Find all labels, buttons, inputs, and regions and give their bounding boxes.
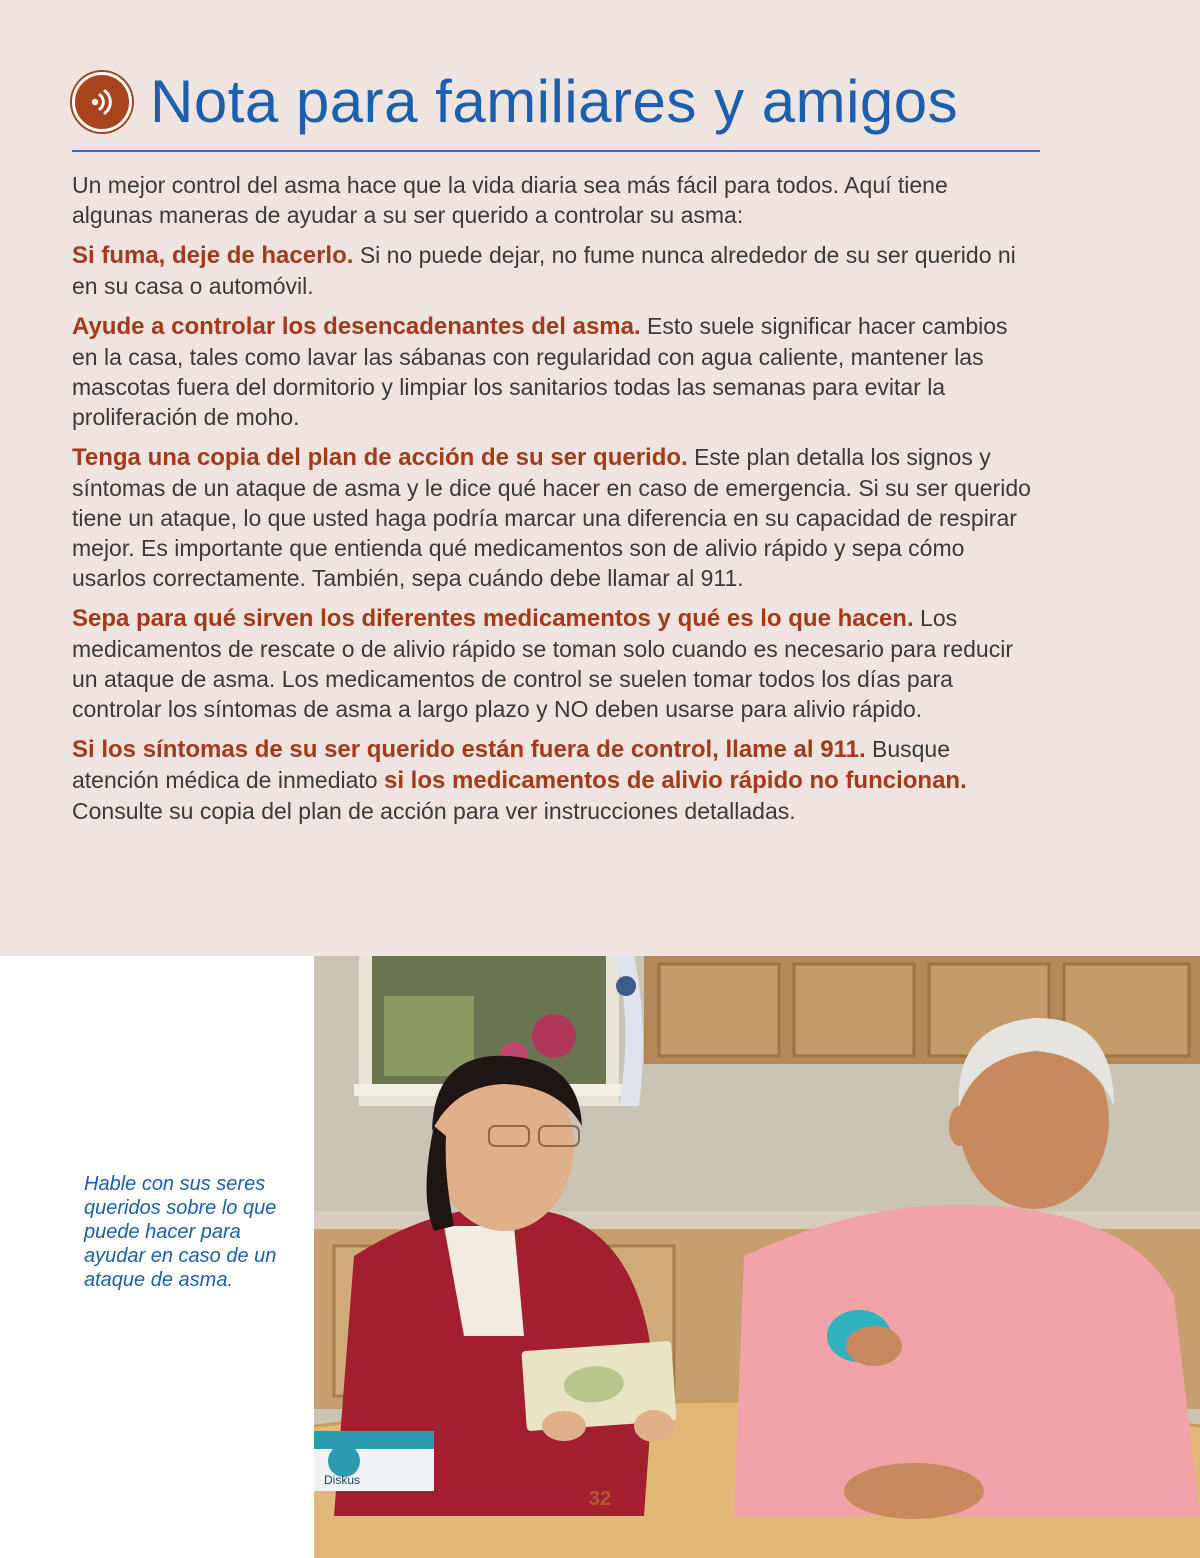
page-title: Nota para familiares y amigos <box>150 68 959 135</box>
tip-body: Este plan detalla los signos y síntomas de un ataque de asma y le dice qué hacer en caso de emergencia. Si su ser querido tiene un ataque, lo que usted haga podría marcar una diferencia en su capacidad de respirar mejor. Es importante que entienda qué medicamentos son de alivio rápido y sepa cómo usarlos correctamente. También, sepa cuándo debe llamar al 911. <box>72 444 1031 591</box>
tip-heading: Ayude a controlar los desencadenantes del asma. <box>72 313 641 340</box>
intro-paragraph: Un mejor control del asma hace que la vida diaria sea más fácil para todos. Aquí tiene algunas maneras de ayudar a su ser querido a controlar su asma: <box>72 172 948 228</box>
photo-caption: Hable con sus seres queridos sobre lo que puede hacer para ayudar en caso de un ataque de asma. <box>84 1173 277 1291</box>
sound-waves-icon <box>72 72 132 132</box>
tip-paragraph <box>72 240 1032 301</box>
tip-paragraph <box>72 734 1032 826</box>
tip-heading: Si los síntomas de su ser querido están fuera de control, llame al 911. <box>72 736 866 763</box>
tip-emphasis: si los medicamentos de alivio rápido no funcionan. <box>383 767 967 794</box>
tip-paragraph <box>72 603 1032 724</box>
tip-heading: Tenga una copia del plan de acción de su ser querido. <box>72 444 688 471</box>
page-number: 32 <box>588 1488 612 1510</box>
article-body <box>72 170 1032 836</box>
tip-paragraph <box>72 311 1032 432</box>
tip-body: Esto suele significar hacer cambios en la casa, tales como lavar las sábanas con regularidad con agua caliente, mantener las mascotas fuera del dormitorio y limpiar los sanitarios todas las semanas para evitar la proliferación de moho. <box>72 313 1008 430</box>
tip-paragraph <box>72 442 1032 593</box>
product-box-label: Diskus <box>324 1473 361 1487</box>
page-header <box>72 62 958 142</box>
tip-body: Consulte su copia del plan de acción para ver instrucciones detalladas. <box>72 798 796 824</box>
tip-body: Si no puede dejar, no fume nunca alrededor de su ser querido ni en su casa o automóvil. <box>72 242 1016 299</box>
tip-body: Busque atención médica de inmediato <box>72 736 951 793</box>
tip-heading: Si fuma, deje de hacerlo. <box>72 242 354 269</box>
tip-heading: Sepa para qué sirven los diferentes medicamentos y qué es lo que hacen. <box>72 605 914 632</box>
tip-body: Los medicamentos de rescate o de alivio rápido se toman solo cuando es necesario para reducir un ataque de asma. Los medicamentos de control se suelen tomar todos los días para controlar los síntomas de asma a largo plazo y NO deben usarse para alivio rápido. <box>72 605 1013 722</box>
family-photo <box>314 956 1200 1558</box>
title-divider <box>72 150 1040 152</box>
